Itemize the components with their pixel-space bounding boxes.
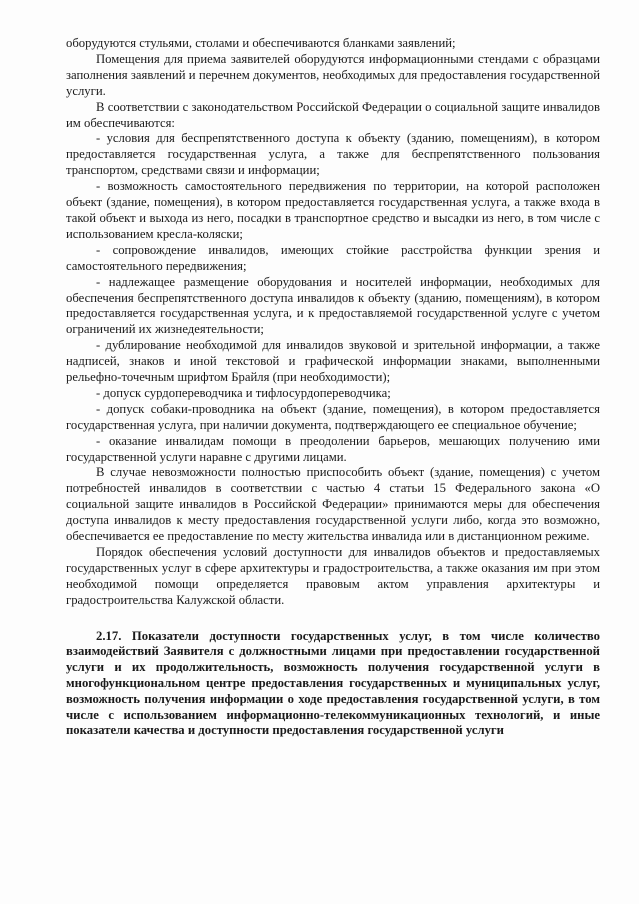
list-item-escort: - сопровождение инвалидов, имеющих стойкие расстройства функции зрения и самостоятельного передвижения; — [66, 242, 600, 273]
paragraph-impossibility: В случае невозможности полностью приспособить объект (здание, помещения) с учетом потребностей инвалидов в соответствии с частью 4 статьи 15 Федерального закона «О социальной защите инвалидов в Российской Федерации» принимаются меры для обеспечения доступа инвалидов к месту предоставления государственной услуги либо, когда это возможно, обеспечивается ее предоставление по месту жительства инвалида или в дистанционном режиме. — [66, 465, 600, 544]
list-item-equipment-placement: - надлежащее размещение оборудования и носителей информации, необходимых для обеспечения беспрепятственного доступа инвалидов к объекту (зданию, помещениям), в котором предоставляется государственная услуга, и к предоставляемой государственной услуге с учетом ограничений их жизнедеятельности; — [66, 274, 600, 337]
paragraph-3: В соответствии с законодательством Российской Федерации о социальной защите инвалидов им обеспечиваются: — [66, 99, 600, 130]
paragraph-procedure: Порядок обеспечения условий доступности для инвалидов объектов и предоставляемых государственных услуг в сфере архитектуры и градостроительства, а также оказания им при этом необходимой помощи определяется правовым актом управления архитектуры и градостроительства Калужской области. — [66, 545, 600, 607]
document-page — [66, 36, 600, 739]
list-item-duplication-braille: - дублирование необходимой для инвалидов звуковой и зрительной информации, а также надписей, знаков и иной текстовой и графической информации знаками, выполненными рельефно-точечным шрифтом Брайля (при необходимости); — [66, 338, 600, 385]
list-item-independent-movement: - возможность самостоятельного передвижения по территории, на которой расположен объект (здание, помещения), в котором предоставляется государственная услуга, а также входа в такой объект и выхода из него, посадки в транспортное средство и высадки из него, в том числе с использованием кресла-коляски; — [66, 179, 600, 241]
paragraph-2: Помещения для приема заявителей оборудуются информационными стендами с образцами заполнения заявлений и перечнем документов, необходимых для предоставления государственной услуги. — [66, 51, 600, 98]
list-item-access-conditions: - условия для беспрепятственного доступа к объекту (зданию, помещениям), в котором предоставляется государственная услуга, а также для беспрепятственного пользования транспортом, средствами связи и информации; — [66, 131, 600, 178]
section-heading-2-17: 2.17. Показатели доступности государственных услуг, в том числе количество взаимодействий Заявителя с должностными лицами при предоставлении государственной услуги и их продолжительность, возможность получения государственной услуги в многофункциональном центре предоставления государственных и муниципальных услуг, возможность получения информации о ходе предоставления государственной услуги, в том числе с использованием информационно-телекоммуникационных технологий, и иные показатели качества и доступности предоставления государственной услуги — [66, 628, 600, 738]
list-item-sign-interpreter: - допуск сурдопереводчика и тифлосурдопереводчика; — [96, 385, 391, 400]
paragraph-1: оборудуются стульями, столами и обеспечиваются бланками заявлений; — [66, 36, 456, 50]
list-item-guide-dog: - допуск собаки-проводника на объект (здание, помещения), в котором предоставляется государственная услуга, при наличии документа, подтверждающего ее специальное обучение; — [66, 401, 600, 432]
list-item-barrier-assistance: - оказание инвалидам помощи в преодолении барьеров, мешающих получению ими государственной услуги наравне с другими лицами. — [66, 433, 600, 464]
